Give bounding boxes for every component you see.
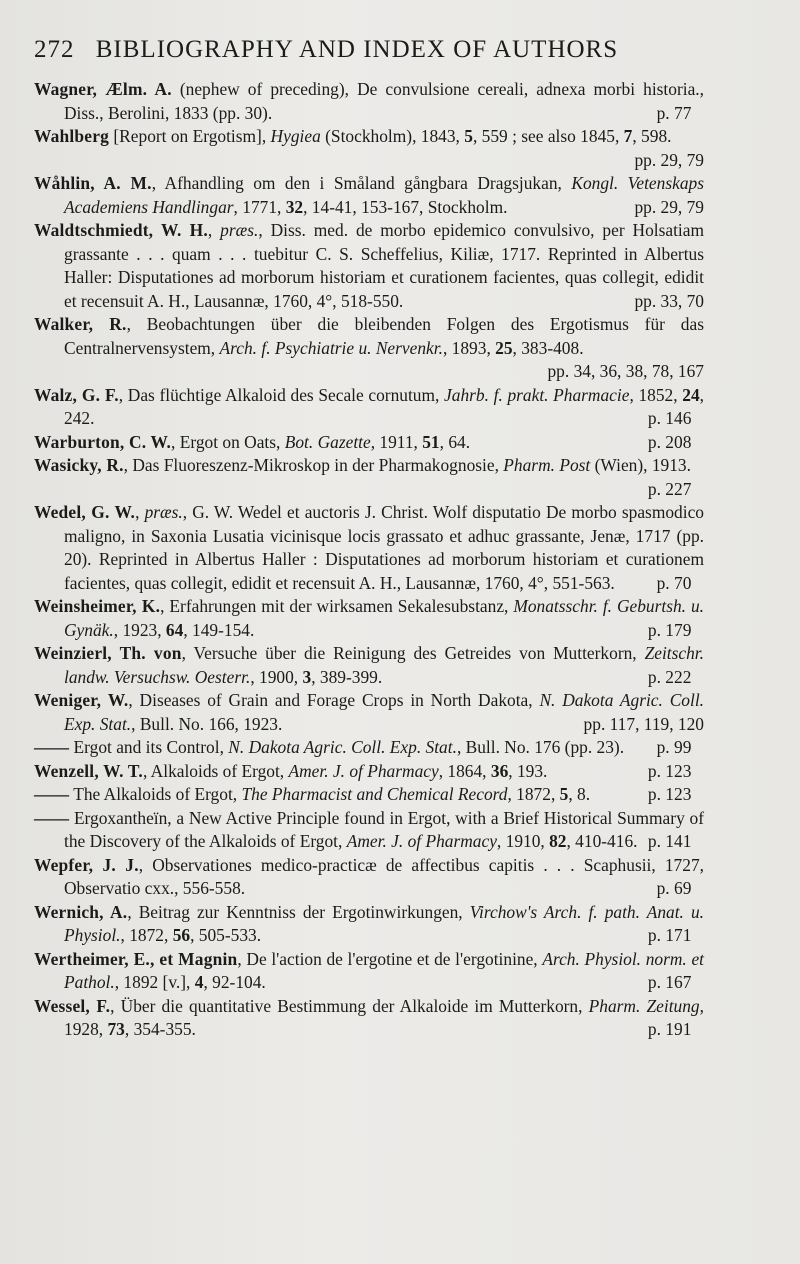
entry-volume: 36 [490,760,509,781]
entry-text: , Diseases of Grain and Forage Crops in North Dakota, [128,690,540,710]
entry-page-reference: p. 99 [656,737,692,757]
bibliography-entry [34,854,704,901]
entry-page-reference: p. 69 [656,878,692,898]
bibliography-entry [34,219,704,313]
entry-text: , Das Fluoreszenz-Mikroskop in der Pharmakognosie, [123,455,504,475]
entry-text: , Bull. No. 176 (pp. 23). [456,737,625,757]
entry-text: , 598. [632,126,672,146]
entry-author: Weinzierl, Th. von [34,643,182,663]
entry-journal: Pharm. Post [503,455,591,475]
entry-volume: 24 [682,384,700,405]
entry-text: [Report on Ergotism], [109,126,271,146]
entry-author: —— [34,807,70,828]
entry-page-reference: p. 123 [647,784,692,804]
bibliography-entry [34,901,704,948]
entry-page-reference: p. 77 [656,102,692,123]
entry-text: , Diss. med. de morbo epidemico convulsivo, per Holsatiam grassante . . . quam . . . tuebitur C. S. Scheffelius, Kiliæ, 1717. Reprinted in Albertus Haller: Disputationes ad morborum historiam et curationem facientes, quas collegit, edidit et recensuit A. H., Lausannæ, 1760, 4°, 518-550. [64,220,704,311]
bibliography-entry [34,807,704,854]
entry-text: , 1911, [370,431,423,452]
entry-page-reference: p. 167 [647,972,692,992]
entry-page-reference: p. 179 [647,619,692,640]
entry-text: , [135,502,145,522]
entry-text: , 1864, [438,760,491,781]
entry-text: (nephew of preceding), De convulsione cereali, adnexa morbi historia., Diss., Berolini, 1833 (pp. 30). [64,79,704,123]
entry-text: , De l'action de l'ergotine et de l'ergotinine, [237,948,543,969]
entry-author: Wessel, F. [34,995,111,1016]
bibliography-entry [34,78,704,125]
entry-page-reference: p. 70 [656,572,692,593]
entry-text: , Das flüchtige Alkaloid des Secale cornutum, [118,384,445,405]
entry-text: Ergoxantheïn, a New Active Principle found in Ergot, with a Brief Historical Summary of the Discovery of the Alkaloids of Ergot, [64,807,704,851]
bibliography-entry [34,454,704,501]
entry-volume: 25 [495,337,513,358]
entry-text: , 1892 [v.], [114,972,195,992]
entry-author: Weinsheimer, K. [34,596,161,616]
entry-journal: Virchow's Arch. f. path. Anat. u. Physiol. [64,901,704,945]
bibliography-entry [34,642,704,689]
entry-page-reference: pp. 34, 36, 38, 78, 167 [547,361,704,381]
entry-text: , 1771, [233,196,286,217]
entry-author: —— [34,737,70,757]
entry-journal: Zeitschr. landw. Versuchsw. Oesterr. [64,643,704,687]
bibliography-entry [34,948,704,995]
bibliography-entry [34,172,704,219]
entry-page-reference: p. 171 [647,925,692,945]
entry-text: , 1893, [442,337,496,358]
entry-journal: N. Dakota Agric. Coll. Exp. Stat. [64,690,704,734]
entry-volume: 5 [559,784,569,804]
entry-journal: Hygiea [270,126,321,146]
bibliography-entry [34,431,704,455]
entry-page-reference: pp. 33, 70 [634,290,704,311]
entry-text: The Alkaloids of Ergot, [69,784,242,804]
entry-author: Wahlberg [34,126,110,146]
entry-text: , 64. [439,431,471,452]
bibliography-entry [34,995,704,1042]
entry-author: Warburton, C. W. [34,431,172,452]
bibliography-entry [34,313,704,384]
bibliography-entry [34,501,704,595]
entry-author: Walker, R. [34,314,127,334]
entry-text: , Ergot on Oats, [171,431,285,452]
entry-journal: Kongl. Vetenskaps Academiens Handlingar [64,173,704,217]
entry-text: , 559 ; see also 1845, [472,126,624,146]
entry-journal: Amer. J. of Pharmacy [288,760,439,781]
entry-text: , 505-533. [190,925,262,945]
bibliography-entry [34,736,704,760]
entry-volume: 56 [172,925,191,945]
entry-journal: Pharm. Zeitung [588,995,700,1016]
entry-author: Wenzell, W. T. [34,760,143,781]
entry-author: Wepfer, J. J. [34,854,139,875]
entry-author: Walz, G. F. [34,384,119,405]
entry-volume: 73 [107,1019,125,1039]
entry-volume: 64 [165,619,184,640]
entry-page-reference: p. 191 [647,1019,692,1039]
bibliography-entry [34,384,704,431]
entry-text: , 389-399. [311,666,383,687]
entry-author: Wåhlin, A. M. [34,173,152,193]
entry-page-reference: p. 227 [647,478,692,499]
entry-journal: Amer. J. of Pharmacy [346,831,497,851]
entry-author: Waldtschmiedt, W. H. [34,220,208,240]
entry-page-reference: pp. 29, 79 [634,196,704,217]
entry-journal: Jahrb. f. prakt. Pharmacie [444,384,630,405]
entry-text: , 193. [508,760,548,781]
entry-text: , 1900, [250,666,303,687]
entry-text: (Wien), 1913. [590,455,691,475]
entry-author: Wasicky, R. [34,455,124,475]
entry-text: , 92-104. [203,972,266,992]
entry-text: , 383-408. [512,337,584,358]
page-header [34,36,704,64]
entry-text: , 1923, [113,619,166,640]
entry-text: , Alkaloids of Ergot, [142,760,289,781]
entry-text: , 1872, [120,925,173,945]
entry-page-reference: p. 123 [647,760,692,781]
entry-text: Ergot and its Control, [69,737,229,757]
entry-page-reference: p. 141 [647,831,692,851]
entry-page-reference: p. 146 [647,408,692,428]
entry-journal: præs. [144,502,183,522]
entry-text: (Stockholm), 1843, [320,126,465,146]
bibliography-entry [34,783,704,807]
entry-author: Weniger, W. [34,690,129,710]
entry-volume: 82 [549,831,567,851]
entry-journal: Monatsschr. f. Geburtsh. u. Gynäk. [64,596,705,640]
entry-text: , 149-154. [183,619,255,640]
entry-volume: 3 [302,666,312,687]
entry-text: , 1928, [64,995,704,1039]
entry-author: Wertheimer, E., et Magnin [34,948,238,969]
entry-author: Wernich, A. [34,901,128,922]
entry-page-reference: p. 208 [647,431,692,452]
entry-page-reference: p. 222 [647,666,692,687]
entry-text: , Versuche über die Reinigung des Getreides von Mutterkorn, [181,643,645,663]
entry-volume: 4 [194,972,204,992]
entry-journal: Bot. Gazette [284,431,371,452]
entry-page-reference: pp. 117, 119, 120 [583,713,704,734]
entry-text: , Bull. No. 166, 1923. [131,713,283,734]
page-title: BIBLIOGRAPHY AND INDEX OF AUTHORS [95,36,619,63]
entry-journal: Arch. f. Psychiatrie u. Nervenkr. [219,337,443,358]
entry-text: , 1872, [507,784,560,804]
bibliography-entry [34,125,704,172]
entry-text: , 354-355. [124,1019,196,1039]
entry-text: , Beitrag zur Kenntniss der Ergotinwirkungen, [127,901,470,922]
page-number: 272 [34,36,75,63]
entry-text: , 242. [64,384,705,428]
entry-journal: præs. [220,220,259,240]
entry-text: , G. W. Wedel et auctoris J. Christ. Wolf disputatio De morbo spasmodico maligno, in Saxonia Lusatia vicinisque locis grassato et adhuc grassante, Jenæ, 1717 (pp. 20). Reprinted in Albertus Haller : Disputationes ad morborum historiam et curationem facientes, quas collegit, edidit et recensuit A. H., Lausannæ, 1760, 4°, 551-563. [64,502,704,593]
entry-journal: The Pharmacist and Chemical Record [241,784,508,804]
entry-journal: Arch. Physiol. norm. et Pathol. [64,948,704,992]
entry-volume: 51 [422,431,440,452]
entry-volume: 7 [623,126,633,146]
entry-text: , 14-41, 153-167, Stockholm. [303,196,508,217]
entry-volume: 5 [464,126,473,146]
entry-author: Wedel, G. W. [34,502,136,522]
bibliography-entry [34,595,704,642]
entry-text: , Über die quantitative Bestimmung der Alkaloide im Mutterkorn, [110,995,589,1016]
entry-author: —— [34,784,70,804]
entry-text: , 1852, [629,384,683,405]
bibliography-entry [34,760,704,784]
entry-text: , Beobachtungen über die bleibenden Folgen des Ergotismus für das Centralnervensystem, [64,314,704,358]
bibliography-list [34,78,704,1042]
entry-journal: N. Dakota Agric. Coll. Exp. Stat. [228,737,457,757]
entry-text: , Observationes medico-practicæ de affectibus capitis . . . Scaphusii, 1727, Observatio cxx., 556-558. [64,854,704,898]
entry-page-reference: pp. 29, 79 [634,149,704,170]
entry-text: , Afhandling om den i Småland gångbara Dragsjukan, [151,173,572,193]
entry-text: , 410-416. [566,831,638,851]
entry-text: , 1910, [496,831,550,851]
entry-text: , 8. [568,784,591,804]
entry-author: Wagner, Ælm. A. [34,79,172,99]
entry-volume: 32 [285,196,304,217]
entry-text: , [207,220,221,240]
entry-text: , Erfahrungen mit der wirksamen Sekalesubstanz, [160,596,514,616]
bibliography-entry [34,689,704,736]
